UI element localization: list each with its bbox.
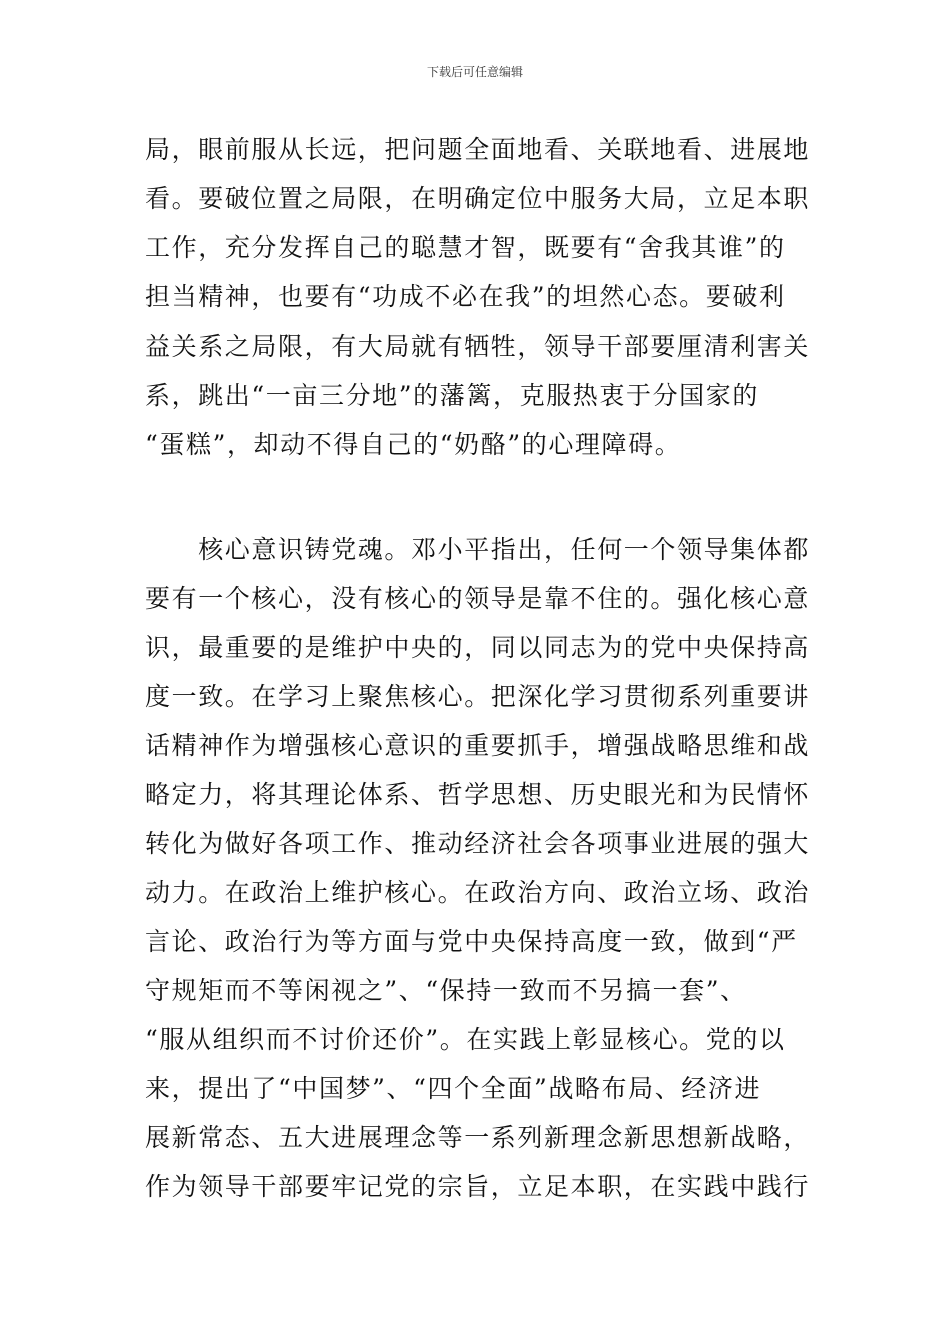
text-line: 展新常态、五大进展理念等一系列新理念新思想新战略， — [145, 1123, 811, 1152]
text-line: 益关系之局限，有大局就有牺牲，领导干部要厘清利害关 — [145, 332, 811, 361]
text-line: 转化为做好各项工作、推动经济社会各项事业进展的强大 — [145, 829, 811, 858]
text-line: 来，提出了“中国梦”、“四个全面”战略布局、经济进 — [145, 1074, 762, 1103]
text-line: 作为领导干部要牢记党的宗旨，立足本职，在实践中践行 — [145, 1172, 811, 1201]
text-line: 核心意识铸党魂。邓小平指出，任何一个领导集体都 — [145, 535, 811, 564]
text-line: “蛋糕”，却动不得自己的“奶酪”的心理障碍。 — [145, 430, 682, 459]
text-line: 言论、政治行为等方面与党中央保持高度一致，做到“严 — [145, 927, 798, 956]
text-line: 识，最重要的是维护中央的，同以同志为的党中央保持高 — [145, 633, 811, 662]
text-line: 话精神作为增强核心意识的重要抓手，增强战略思维和战 — [145, 731, 811, 760]
text-line: “服从组织而不讨价还价”。在实践上彰显核心。党的以 — [145, 1025, 786, 1054]
text-line: 系，跳出“一亩三分地”的藩篱，克服热衷于分国家的 — [145, 381, 759, 410]
text-line: 度一致。在学习上聚焦核心。把深化学习贯彻系列重要讲 — [145, 682, 811, 711]
text-line: 看。要破位置之局限，在明确定位中服务大局，立足本职 — [145, 184, 811, 213]
page-header: 下载后可任意编辑 — [426, 65, 523, 79]
text-line: 动力。在政治上维护核心。在政治方向、政治立场、政治 — [145, 878, 811, 907]
text-line: 要有一个核心，没有核心的领导是靠不住的。强化核心意 — [145, 584, 811, 613]
text-line: 担当精神，也要有“功成不必在我”的坦然心态。要破利 — [145, 282, 786, 311]
text-line: 局，眼前服从长远，把问题全面地看、关联地看、进展地 — [145, 135, 811, 164]
text-line: 守规矩而不等闲视之”、“保持一致而不另搞一套”、 — [145, 976, 747, 1005]
text-line: 工作，充分发挥自己的聪慧才智，既要有“舍我其谁”的 — [145, 233, 786, 262]
text-line: 略定力，将其理论体系、哲学思想、历史眼光和为民情怀 — [145, 780, 811, 809]
